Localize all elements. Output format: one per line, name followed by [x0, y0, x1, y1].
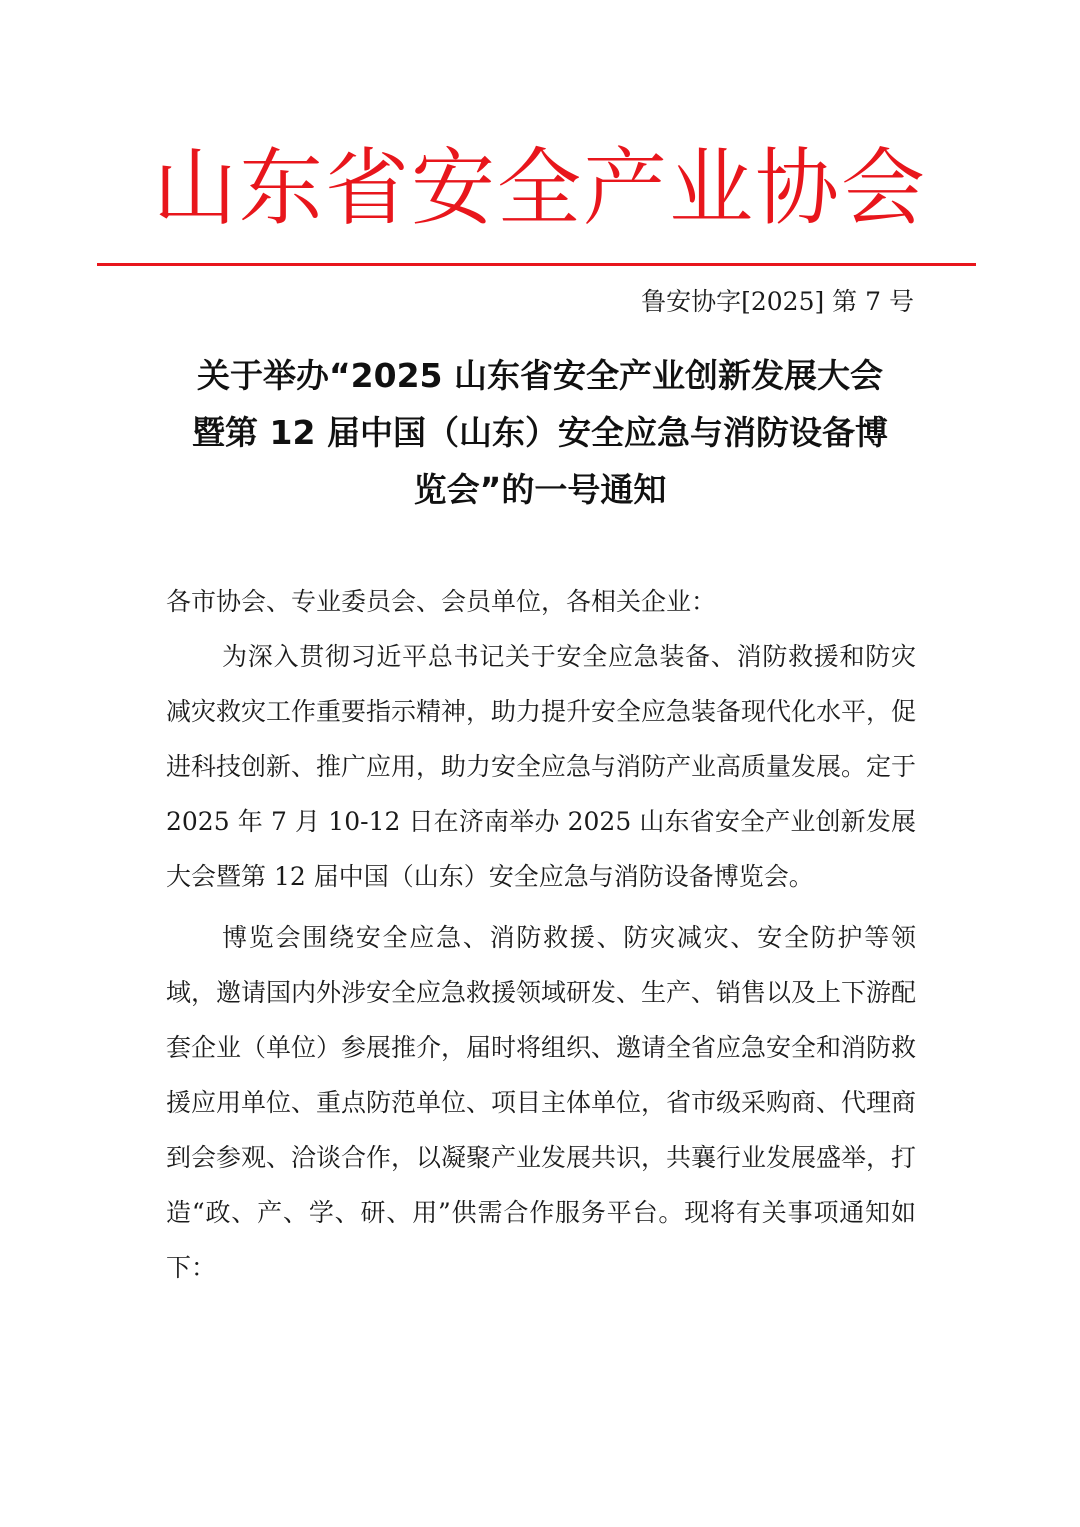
title-line-2: 暨第 12 届中国（山东）安全应急与消防设备博 [192, 413, 888, 452]
title-line-1: 关于举办“2025 山东省安全产业创新发展大会 [196, 356, 884, 395]
organization-header: 山东省安全产业协会 [152, 139, 927, 237]
paragraph-2: 博览会围绕安全应急、消防救援、防灾减灾、安全防护等领域，邀请国内外涉安全应急救援领域研发、生产、销售以及上下游配套企业（单位）参展推介，届时将组织、邀请全省应急安全和消防救援应用单位、重点防范单位、项目主体单位，省市级采购商、代理商到会参观、洽谈合作，以凝聚产业发展共识，共襄行业发展盛举，打造“政、产、学、研、用”供需合作服务平台。现将有关事项通知如下： [166, 923, 917, 1282]
paragraph-1: 为深入贯彻习近平总书记关于安全应急装备、消防救援和防灾减灾救灾工作重要指示精神，助力提升安全应急装备现代化水平，促进科技创新、推广应用，助力安全应急与消防产业高质量发展。定于 2025 年 7 月 10-12 日在济南举办 2025 山东省安全产业创新发展大会暨第 12 届中国（山东）安全应急与消防设备博览会。 [166, 642, 917, 891]
document-number: 鲁安协字[2025] 第 7 号 [641, 287, 914, 316]
document-title [150, 347, 930, 518]
title-line-3: 览会”的一号通知 [413, 470, 667, 509]
document-body [166, 574, 916, 1295]
header-divider [97, 263, 976, 266]
salutation: 各市协会、专业委员会、会员单位，各相关企业： [166, 587, 717, 616]
